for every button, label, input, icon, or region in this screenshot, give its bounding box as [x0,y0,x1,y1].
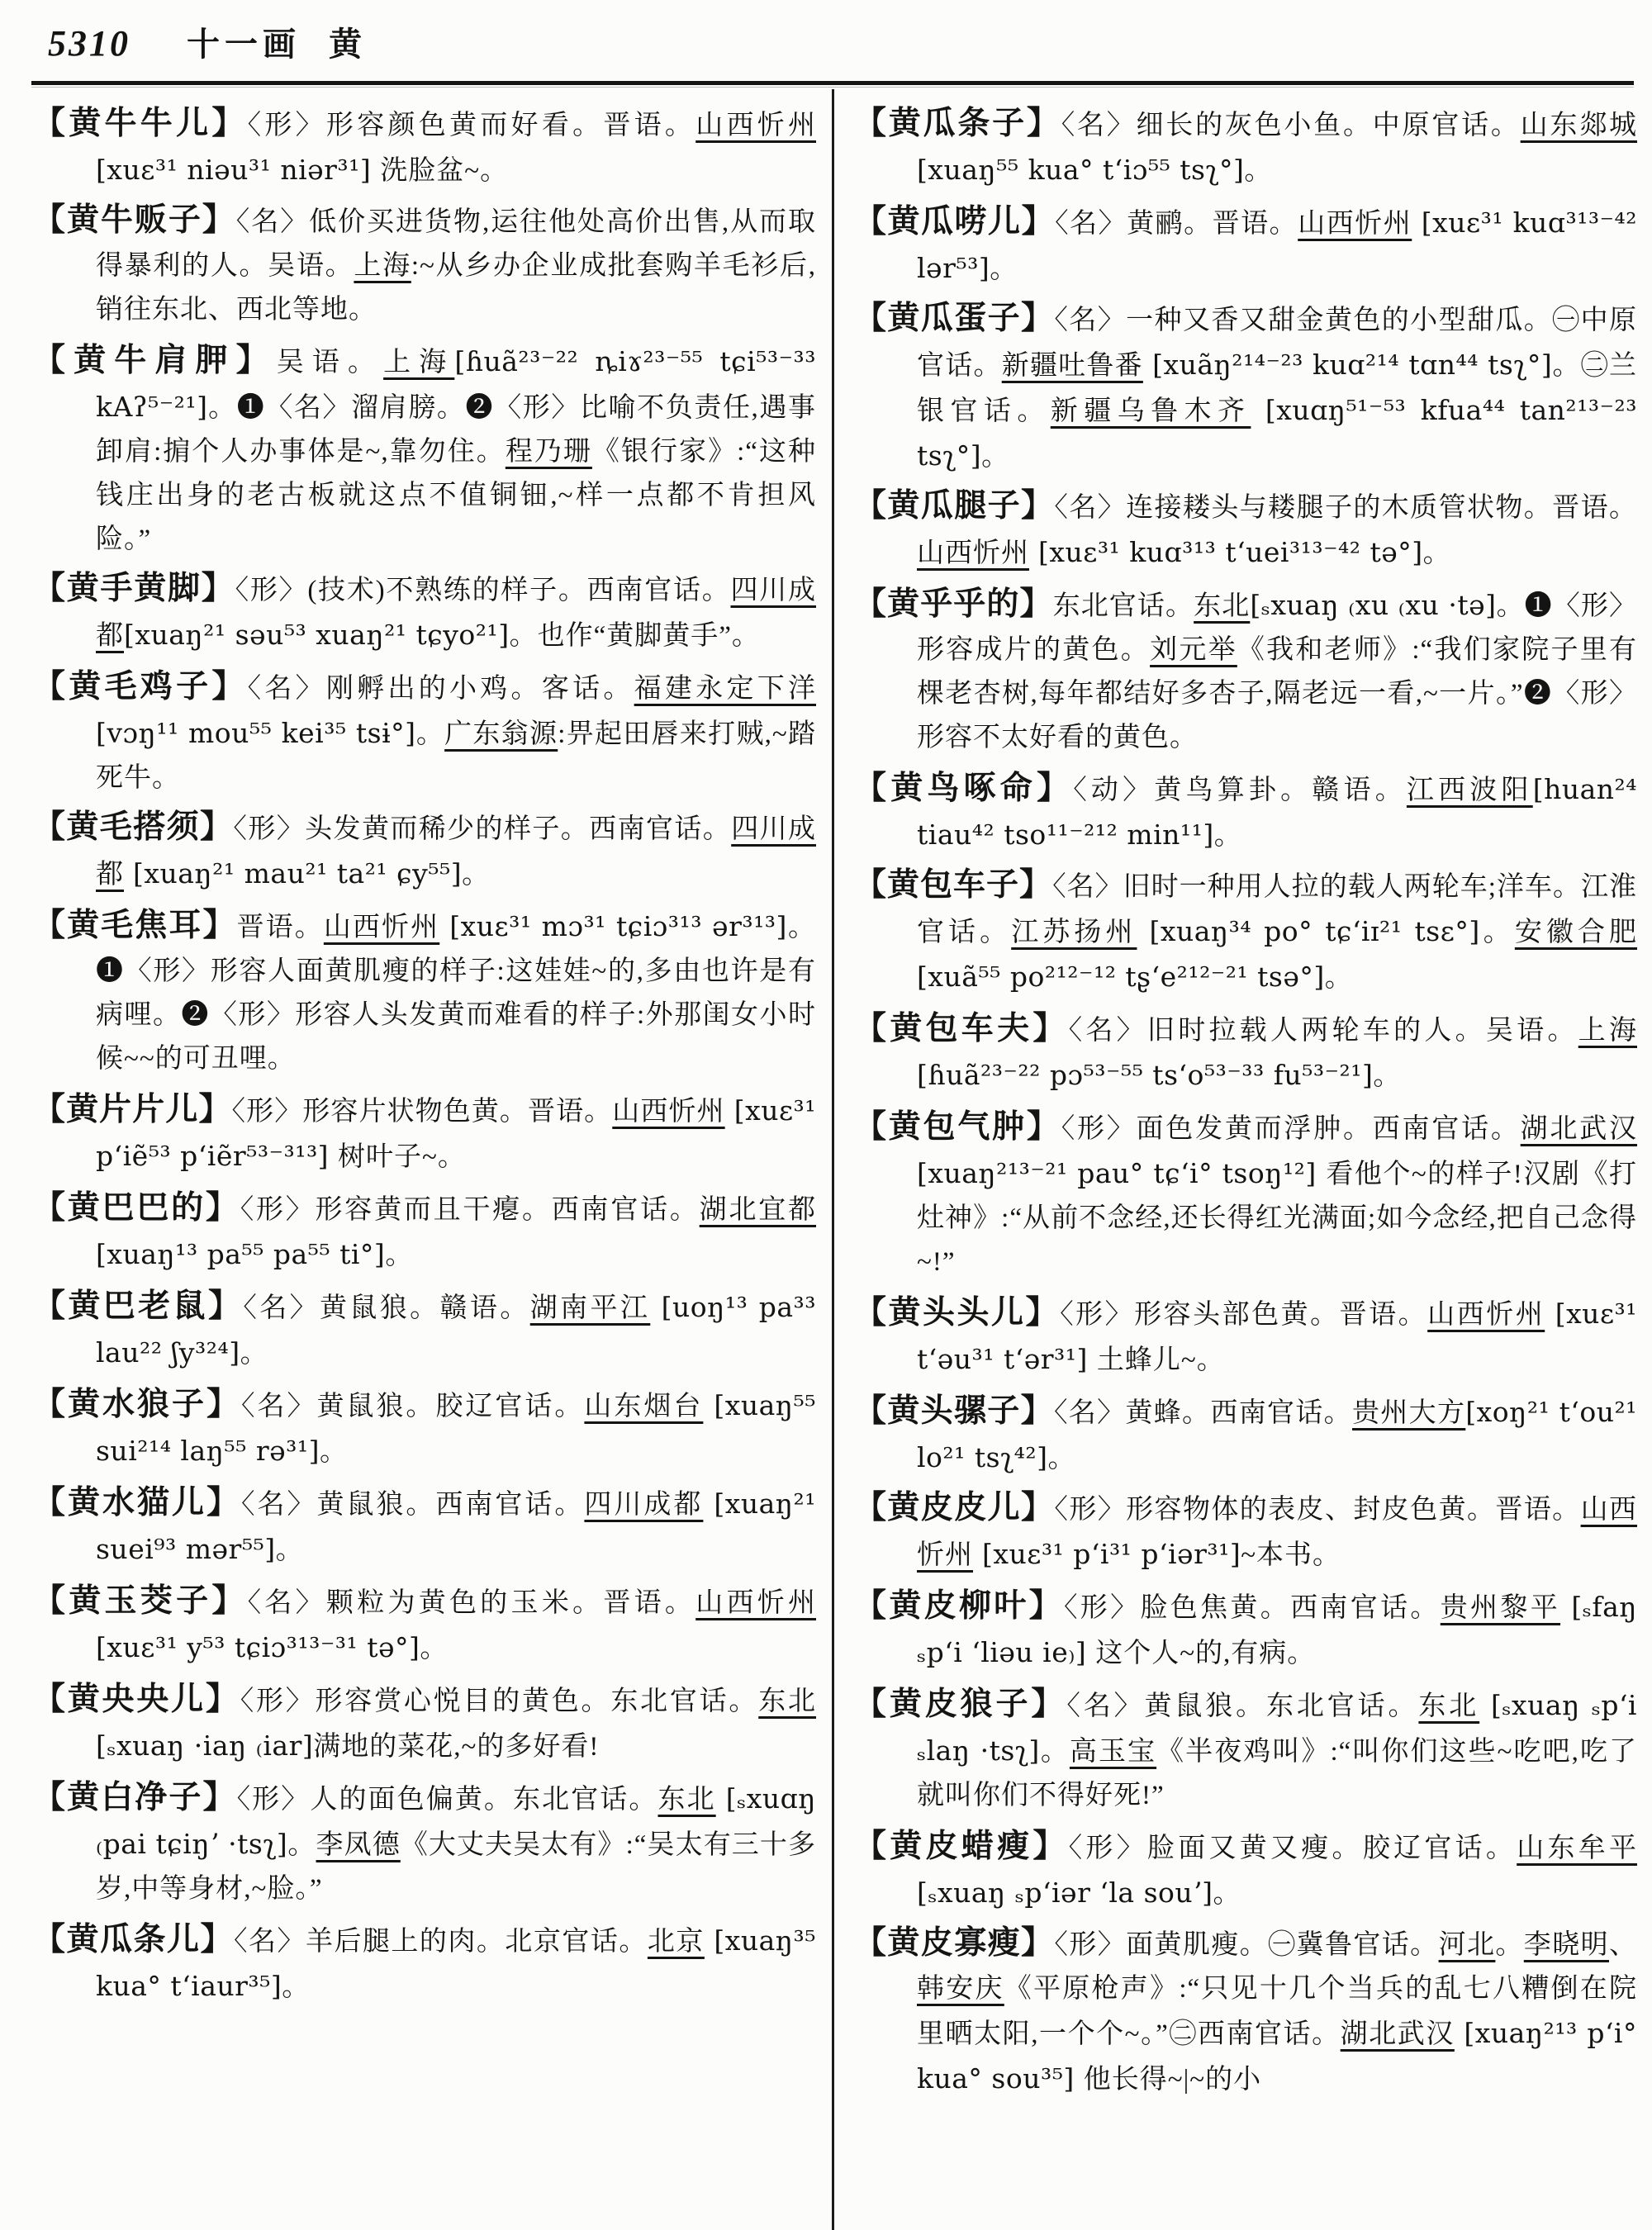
place-or-author-name: 山西忻州 [917,1495,1637,1570]
place-or-author-name: 四川成都 [96,576,816,651]
phonetic-transcription: [xuɛ³¹ niəu³¹ niər³¹] [96,154,381,186]
phonetic-transcription: [ɦuã²³⁻²² pɔ⁵³⁻⁵⁵ tsʻo⁵³⁻³³ fu⁵³⁻²¹] [917,1059,1374,1091]
entry-text: 〈名〉黄鹂。晋语。 [1055,209,1298,239]
place-or-author-name: 江苏扬州 [1011,918,1137,947]
entry-text: 〈名〉细长的灰色小鱼。中原官话。 [1061,111,1521,140]
entry-text: 。 [1213,1879,1241,1909]
dictionary-entry [854,102,1637,193]
entry-text: 这个人~的,有病。 [1095,1639,1316,1668]
phonetic-transcription: [ₛxuaŋ ₍xu ₍xu ·tə] [1250,589,1497,621]
entry-headword: 【黄鸟啄命】 [854,771,1074,806]
phonetic-transcription: [xuɛ³¹ mɔ³¹ tɕiɔ³¹³ ər³¹³] [439,910,787,942]
dictionary-entry [854,1683,1637,1818]
place-or-author-name: 河北 [1438,1930,1496,1960]
entry-text: 〈名〉一种又香又甜金黄色的小型甜瓜。㊀中原官话。 [917,306,1637,381]
place-or-author-name: 新疆乌鲁木齐 [1050,396,1251,426]
phonetic-transcription: [ₛxuaŋ ₛpʻi ₛlaŋ ·tsʅ] [917,1689,1637,1767]
dictionary-entry [33,1285,816,1376]
entry-text: 〈名〉黄鼠狼。东北官话。 [1066,1691,1419,1721]
entry-headword: 【黄头头儿】 [854,1295,1061,1331]
place-or-author-name: 东北 [657,1785,716,1815]
place-or-author-name: 湖北武汉 [1520,1114,1638,1144]
phonetic-transcription: [ₛfaŋ ₛpʻi ʻliəu ie₎] [917,1591,1637,1668]
place-or-author-name: 程乃珊 [505,437,592,467]
dictionary-entry [33,666,816,800]
entry-headword: 【黄瓜唠儿】 [854,204,1056,240]
entry-text: 。 [1422,539,1451,568]
phonetic-transcription: [xuaŋ⁵⁵ kua° tʻiɔ⁵⁵ tsʅ°] [917,154,1245,186]
dictionary-entry [854,1390,1637,1481]
phonetic-transcription: [xuaŋ³⁵ kua° tʻiaur³⁵] [96,1924,816,2002]
phonetic-transcription: [vɔŋ¹¹ mou⁵⁵ kei³⁵ tsɨ°] [96,717,416,749]
entry-headword: 【黄包气肿】 [854,1109,1061,1145]
entry-text: 〈名〉黄鼠狼。胶辽官话。 [240,1392,585,1421]
phonetic-transcription: [uoŋ¹³ pa³³ lau²² ʃy³²⁴] [96,1291,817,1369]
entry-text: 。 [240,1339,268,1369]
entry-text: 。❶〈形〉形容人面黄肌瘦的样子:这娃娃~的,多由也许是有病哩。❷〈形〉形容人头发黄而难看的样子:外那闺女小时候~~的可丑哩。 [96,913,816,1074]
phonetic-transcription: [ɦuã²³⁻²² ȵiɤ²³⁻⁵⁵ tɕi⁵³⁻³³ kAʔ⁵⁻²¹] [96,345,817,423]
place-or-author-name: 东北 [1194,591,1251,621]
dictionary-entry [854,1488,1637,1578]
entry-text: 。 [385,1241,414,1270]
entry-text: 〈形〉(技术)不熟练的样子。西南官话。 [235,576,731,605]
place-or-author-name: 山西忻州 [695,1588,816,1618]
dictionary-entry [33,1919,816,2009]
dictionary-entry [33,1777,816,1911]
entry-headword: 【黄水狼子】 [33,1387,241,1422]
entry-text: 。 [1479,918,1515,947]
entry-headword: 【黄瓜腿子】 [854,488,1055,524]
entry-text: 洗脸盆~。 [380,156,509,186]
phonetic-transcription: [xuaŋ²¹ suei⁹³ mər⁵⁵] [96,1487,816,1565]
place-or-author-name: 江西波阳 [1406,776,1533,805]
dictionary-entry [854,201,1637,292]
entry-headword: 【黄瓜蛋子】 [854,301,1055,336]
entry-text: 〈形〉形容片状物色黄。晋语。 [231,1097,613,1127]
dictionary-entry [854,866,1637,1000]
entry-text: 。 [981,442,1010,472]
place-or-author-name: 福建永定下洋 [634,674,816,704]
entry-text: 〈形〉脸面又黄又瘦。胶辽官话。 [1068,1834,1517,1863]
entry-text: 。 [282,1972,311,2002]
entry-headword: 【黄皮狼子】 [854,1687,1067,1722]
entry-text: 〈名〉羊后腿上的肉。北京官话。 [233,1927,648,1957]
phonetic-transcription: [xuɛ³¹ kuɑ³¹³⁻⁴² lər⁵³] [917,206,1638,284]
place-or-author-name: 湖南平江 [529,1293,651,1323]
place-or-author-name: 韩安庆 [917,1974,1004,2004]
place-or-author-name: 李凤德 [316,1830,401,1860]
phonetic-transcription: [ₛxuaŋ ·iaŋ ₍iar] [96,1729,314,1762]
left-column [33,102,816,2017]
place-or-author-name: 东北 [1418,1691,1480,1721]
phonetic-transcription: [ₛxuaŋ ₛpʻiər ʻla souʼ] [917,1877,1213,1909]
place-or-author-name: 广东翁源 [444,719,558,749]
entry-headword: 【黄牛贩子】 [33,202,236,238]
dictionary-entry [33,808,816,897]
entry-headword: 【黄白净子】 [33,1780,237,1815]
entry-headword: 【黄片片儿】 [33,1092,232,1127]
dictionary-entry [854,1585,1637,1676]
entry-text: 〈形〉人的面色偏黄。东北官话。 [236,1785,658,1815]
dictionary-entry [854,767,1637,858]
entry-text: 《大丈夫吴太有》:“吴太有三十多岁,中等身材,~脸。” [96,1830,817,1904]
right-column [854,102,1637,2109]
entry-text: 〈名〉连接耧头与耧腿子的木质管状物。晋语。 [1054,493,1637,523]
place-or-author-name: 东北 [758,1687,816,1716]
phonetic-transcription: [huan²⁴ tiau⁴² tso¹¹⁻²¹² min¹¹] [917,773,1637,851]
entry-headword: 【黄水猫儿】 [33,1485,241,1521]
entry-text: 〈名〉旧时一种用人拉的载人两轮车;洋车。江淮官话。 [917,872,1637,947]
phonetic-transcription: [xuɛ³¹ pʻi³¹ pʻiər³¹] [973,1538,1241,1570]
entry-text: 〈动〉黄鸟算卦。赣语。 [1073,776,1407,805]
phonetic-transcription: [xuɛ³¹ pʻiẽ⁵³ pʻiẽr⁵³⁻³¹³] [96,1094,816,1172]
entry-text: 。 [415,719,445,749]
phonetic-transcription: [ₛxuɑŋ ₍pai tɕiŋʼ ·tsʅ] [96,1782,816,1860]
dictionary-entry [854,1008,1637,1098]
entry-text: 《我和老师》:“我们家院子里有棵老杏树,每年都结好多杏子,隔老远一看,~一片。”❷〈形〉形容不太好看的黄色。 [917,635,1638,752]
entry-text: 。 [1324,963,1353,993]
place-or-author-name: 山西忻州 [1298,209,1412,239]
place-or-author-name: 山东烟台 [584,1392,704,1421]
phonetic-transcription: [xuɛ³¹ kuɑ³¹³ tʻuei³¹³⁻⁴² tə°] [1029,536,1423,568]
dictionary-entry [33,339,816,562]
phonetic-transcription: [xuɛ³¹ y⁵³ tɕiɔ³¹³⁻³¹ tə°] [96,1631,420,1663]
entry-text: :畀起田唇来打贼,~踏死牛。 [96,719,817,793]
entry-text: 。 [1244,156,1273,186]
place-or-author-name: 高玉宝 [1069,1737,1157,1767]
place-or-author-name: 山东郯城 [1520,111,1638,140]
dictionary-entry [854,583,1637,760]
dictionary-entry [33,1580,816,1671]
place-or-author-name: 山西忻州 [612,1097,725,1127]
dictionary-entry [33,569,816,658]
place-or-author-name: 北京 [647,1927,705,1957]
entry-text: 〈形〉脸色焦黄。西南官话。 [1063,1593,1441,1623]
entry-text: 〈形〉面色发黄而浮肿。西南官话。 [1061,1114,1521,1144]
entry-text: 吴语。 [276,348,384,377]
entry-text: 。❶〈形〉形容成片的黄色。 [917,591,1637,665]
entry-headword: 【黄毛焦耳】 [33,908,237,943]
place-or-author-name: 贵州黎平 [1440,1593,1561,1623]
entry-text: :~从乡办企业成批套购羊毛衫后,销往东北、西北等地。 [96,251,817,325]
dictionary-entry [854,299,1637,479]
entry-text: 〈形〉形容颜色黄而好看。晋语。 [247,111,696,140]
entry-text: 〈名〉低价买进货物,运往他处高价出售,从而取得暴利的人。吴语。 [96,207,816,281]
entry-text: 〈名〉黄鼠狼。西南官话。 [240,1490,585,1520]
entry-text: 看他个~的样子!汉剧《打灶神》:“从前不念经,还长得红光满面;如今念经,把自己念得~!” [917,1160,1637,1277]
entry-text: 〈形〉头发黄而稀少的样子。西南官话。 [233,814,732,844]
phonetic-transcription: [xuaŋ²¹ mau²¹ ta²¹ ɕy⁵⁵] [124,857,463,890]
place-or-author-name: 安徽合肥 [1514,918,1638,947]
dictionary-entry [33,201,816,332]
entry-headword: 【黄巴老鼠】 [33,1288,244,1324]
phonetic-transcription: [xuaŋ²¹³ pʻi° kua° sou³⁵] [917,2017,1637,2095]
entry-headword: 【黄包车子】 [854,867,1053,903]
place-or-author-name: 山西忻州 [917,539,1029,568]
entry-headword: 【黄牛牛儿】 [33,106,248,141]
entry-headword: 【黄瓜条子】 [854,106,1061,141]
entry-text: 。❶〈名〉溜肩膀。❷〈形〉比喻不负责任,遇事卸肩:掮个人办事体是~,靠勿住。 [96,393,816,467]
entry-text: 〈名〉颗粒为黄色的玉米。晋语。 [247,1588,696,1618]
entry-headword: 【黄头骡子】 [854,1393,1054,1429]
dictionary-entry [33,904,816,1081]
entry-text: 〈形〉形容黄而且干瘪。西南官话。 [240,1195,700,1225]
stroke-section-title: 十一画 [187,26,301,63]
phonetic-transcription: [xuaŋ²¹ səu⁵³ xuaŋ²¹ tɕyo²¹] [124,619,510,651]
place-or-author-name: 山西忻州 [323,913,440,942]
place-or-author-name: 上海 [1578,1016,1637,1046]
entry-text: 〈名〉黄蜂。西南官话。 [1053,1398,1352,1428]
entry-text: 。 [1047,1444,1076,1473]
place-or-author-name: 上海 [354,251,411,281]
place-or-author-name: 山东牟平 [1517,1834,1637,1863]
dictionary-entry [33,1482,816,1573]
dictionary-entry [854,1292,1637,1383]
dictionary-entry [854,1924,1637,2102]
entry-text: 。也作“黄脚黄手”。 [509,621,760,651]
entry-headword: 【黄央央儿】 [33,1682,240,1717]
entry-text: 。 [1373,1061,1402,1091]
entry-text: 东北官话。 [1052,591,1194,621]
dictionary-entry [854,1825,1637,1916]
place-or-author-name: 上海 [383,348,455,377]
entry-text: 晋语。 [236,913,324,942]
header-rule [31,81,1634,85]
entry-headword: 【黄皮蜡瘦】 [854,1829,1069,1864]
entry-headword: 【黄手黄脚】 [33,571,235,606]
entry-text: 《半夜鸡叫》:“叫你们这些~吃吧,吃了就叫你们不得好死!” [917,1737,1638,1810]
phonetic-transcription: [xuã⁵⁵ po²¹²⁻¹² tʂʻe²¹²⁻²¹ tsə°] [917,961,1325,993]
entry-headword: 【黄巴巴的】 [33,1190,240,1226]
entry-headword: 【黄皮寡瘦】 [854,1925,1055,1961]
dictionary-entry [33,1678,816,1769]
entry-text: 。 [287,1830,316,1860]
page-number: 5310 [48,23,131,64]
entry-text: 土蜂儿~。 [1096,1345,1225,1375]
entry-text: 〈名〉旧时拉载人两轮车的人。吴语。 [1068,1016,1578,1046]
entry-headword: 【黄皮柳叶】 [854,1588,1064,1624]
entry-text: 。 [420,1634,449,1663]
phonetic-transcription: [xuaŋ¹³ pa⁵⁵ pa⁵⁵ ti°] [96,1238,386,1270]
entry-text: 《银行家》:“这种钱庄出身的老古板就这点不值铜钿,~样一点都不肯担风险。” [96,437,816,554]
entry-text: 。 [275,1535,304,1565]
column-divider [832,89,834,2230]
section-character: 黄 [329,26,362,63]
place-or-author-name: 四川成都 [96,814,816,890]
place-or-author-name: 刘元举 [1150,635,1237,665]
place-or-author-name: 山西忻州 [695,111,816,140]
dictionary-entry [33,1187,816,1278]
entry-text: 。㊁兰银官话。 [917,351,1637,426]
phonetic-transcription: [xuaŋ⁵⁵ sui²¹⁴ laŋ⁵⁵ rə³¹] [96,1389,816,1467]
phonetic-transcription: [xuaŋ³⁴ po° tɕʻiɪ²¹ tsɛ°] [1137,915,1480,947]
entry-text: 他长得~|~的小 [1083,2065,1262,2095]
entry-text: 〈形〉面黄肌瘦。㊀冀鲁官话。 [1054,1930,1439,1960]
entry-text: 。 [1039,1737,1070,1767]
dictionary-entry [33,102,816,193]
entry-text: 〈形〉形容物体的表皮、封皮色黄。晋语。 [1054,1495,1581,1525]
place-or-author-name: 湖北宜都 [699,1195,817,1225]
place-or-author-name: 山西忻州 [1427,1300,1545,1330]
entry-headword: 【黄毛鸡子】 [33,669,248,705]
entry-text: 〈名〉黄鼠狼。赣语。 [243,1293,530,1323]
entry-text: 〈名〉刚孵出的小鸡。客话。 [247,674,634,704]
place-or-author-name: 湖北武汉 [1340,2019,1455,2049]
entry-headword: 【黄玉茭子】 [33,1583,248,1619]
entry-text: 。 [1213,821,1242,851]
entry-headword: 【黄瓜条儿】 [33,1922,234,1957]
entry-headword: 【黄乎乎的】 [854,586,1053,622]
entry-text: 〈形〉形容赏心悦目的黄色。东北官话。 [240,1687,759,1716]
entry-text: 树叶子~。 [338,1142,466,1172]
page-header [48,18,362,65]
entry-text: 。 [462,860,491,890]
entry-text: ~本书。 [1241,1540,1341,1570]
entry-text: 满地的菜花,~的多好看! [313,1732,600,1762]
dictionary-entry [854,1106,1637,1284]
entry-headword: 【黄毛搭须】 [33,809,234,845]
place-or-author-name: 贵州大方 [1351,1398,1466,1428]
phonetic-transcription: [xuɛ³¹ tʻəu³¹ tʻər³¹] [917,1298,1637,1375]
entry-text: 。 [990,254,1018,284]
dictionary-entry [33,1089,816,1179]
dictionary-entry [33,1383,816,1474]
phonetic-transcription: [xuaŋ²¹³⁻²¹ pau° tɕʻi° tsoŋ¹²] [917,1157,1327,1189]
phonetic-transcription: [xuɑŋ⁵¹⁻⁵³ kfua⁴⁴ tan²¹³⁻²³ tsʅ°] [917,394,1637,472]
dictionary-entry [854,486,1637,576]
entry-text: 。 [320,1437,348,1467]
entry-text: 《平原枪声》:“只见十几个当兵的乱七八糟倒在院里晒太阳,一个个~。”㊁西南官话。 [917,1974,1637,2049]
entry-text: 、 [1609,1930,1638,1960]
entry-text: 。 [1495,1930,1524,1960]
entry-text: 〈形〉形容头部色黄。晋语。 [1060,1300,1428,1330]
place-or-author-name: 李晓明 [1523,1930,1610,1960]
phonetic-transcription: [xuãŋ²¹⁴⁻²³ kuɑ²¹⁴ tɑn⁴⁴ tsʅ°] [1142,349,1553,381]
entry-headword: 【黄牛肩胛】 [33,343,277,378]
entry-headword: 【黄包车夫】 [854,1011,1069,1046]
place-or-author-name: 新疆吐鲁番 [1001,351,1143,381]
phonetic-transcription: [xoŋ²¹ tʻou²¹ lo²¹ tsʅ⁴²] [917,1396,1637,1473]
entry-headword: 【黄皮皮儿】 [854,1490,1055,1525]
place-or-author-name: 四川成都 [584,1490,704,1520]
